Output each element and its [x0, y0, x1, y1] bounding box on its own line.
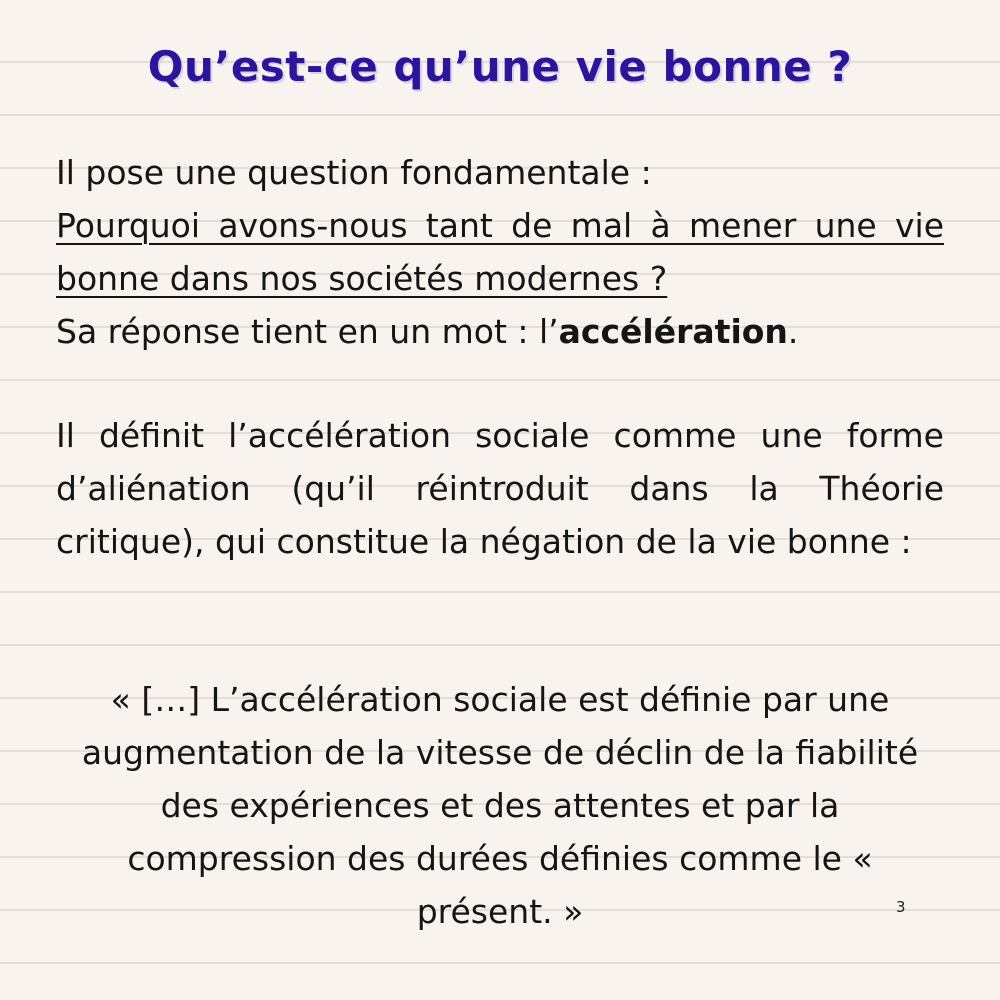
quote-block: « […] L’accélération sociale est définie par une augmentation de la vitesse de déclin de la fiabilité des expériences et des attentes et par la compression des durées définies comme le « présent. »	[81, 680, 919, 931]
answer-keyword: accélération	[558, 312, 788, 351]
intro-paragraph	[56, 146, 944, 358]
page-title: Qu’est-ce qu’une vie bonne ?	[147, 42, 853, 91]
answer-prefix: Sa réponse tient en un mot : l’	[56, 312, 559, 351]
key-question: Pourquoi avons-nous tant de mal à mener une vie bonne dans nos sociétés modernes ?	[56, 206, 944, 298]
definition-paragraph: Il définit l’accélération sociale comme une forme d’aliénation (qu’il réintroduit dans la Théorie critique), qui constitue la négation de la vie bonne :	[56, 416, 944, 561]
page-number: 3	[896, 898, 906, 916]
answer-line	[56, 305, 944, 358]
answer-suffix: .	[787, 312, 799, 351]
intro-line: Il pose une question fondamentale :	[56, 153, 652, 192]
